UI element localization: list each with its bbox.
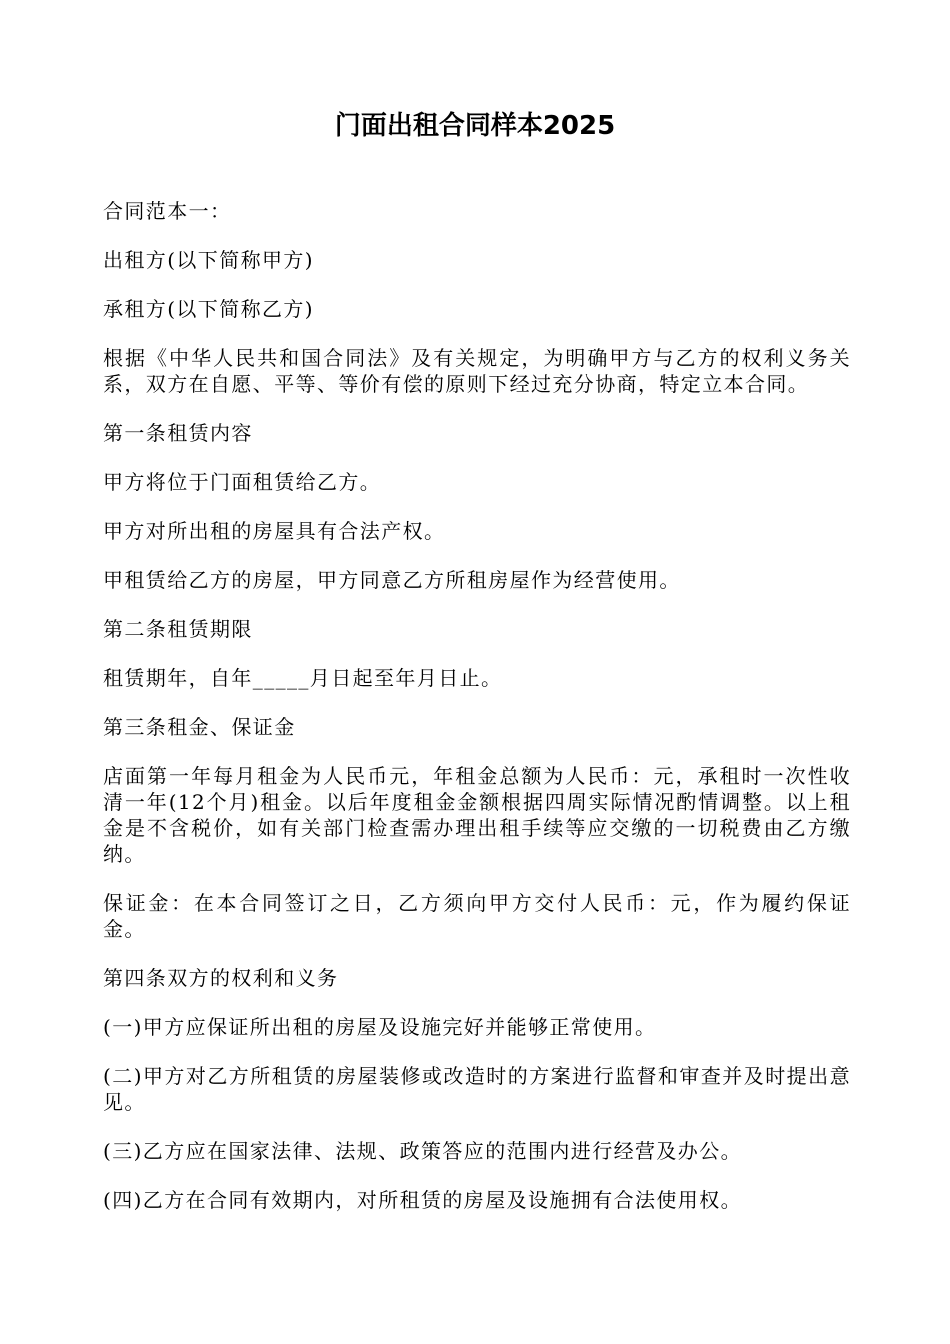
paragraph-lease-location: 甲方将位于门面租赁给乙方。 xyxy=(103,470,382,494)
clause-1: (一)甲方应保证所出租的房屋及设施完好并能够正常使用。 xyxy=(103,1015,657,1039)
article-4-heading: 第四条双方的权利和义务 xyxy=(103,966,339,990)
clause-4: (四)乙方在合同有效期内，对所租赁的房屋及设施拥有合法使用权。 xyxy=(103,1188,743,1212)
paragraph-rent: 店面第一年每月租金为人民币元，年租金总额为人民币：元，承租时一次性收清一年(12个月)租金。以后年度租金金额根据四周实际情况酌情调整。以上租金是不含税价，如有关部门检查需办理出租手续等应交缴的一切税费由乙方缴纳。 xyxy=(103,764,851,866)
paragraph-lessee: 承租方(以下简称乙方) xyxy=(103,297,315,321)
paragraph-lessor: 出租方(以下简称甲方) xyxy=(103,248,315,272)
clause-3: (三)乙方应在国家法律、法规、政策答应的范围内进行经营及办公。 xyxy=(103,1139,743,1163)
document-body xyxy=(103,198,851,1236)
paragraph-business-use: 甲租赁给乙方的房屋，甲方同意乙方所租房屋作为经营使用。 xyxy=(103,568,681,592)
article-2-heading: 第二条租赁期限 xyxy=(103,617,253,641)
paragraph-contract-sample-heading: 合同范本一： xyxy=(103,199,232,223)
paragraph-deposit: 保证金：在本合同签订之日，乙方须向甲方交付人民币：元，作为履约保证金。 xyxy=(103,891,851,941)
paragraph-preamble: 根据《中华人民共和国合同法》及有关规定，为明确甲方与乙方的权利义务关系，双方在自愿、平等、等价有偿的原则下经过充分协商，特定立本合同。 xyxy=(103,346,851,396)
paragraph-lease-term: 租赁期年，自年_____月日起至年月日止。 xyxy=(103,666,503,690)
clause-2: (二)甲方对乙方所租赁的房屋装修或改造时的方案进行监督和审查并及时提出意见。 xyxy=(103,1064,851,1114)
article-3-heading: 第三条租金、保证金 xyxy=(103,715,296,739)
document-title: 门面出租合同样本2025 xyxy=(334,111,616,141)
article-1-heading: 第一条租赁内容 xyxy=(103,421,253,445)
paragraph-property-right: 甲方对所出租的房屋具有合法产权。 xyxy=(103,519,446,543)
